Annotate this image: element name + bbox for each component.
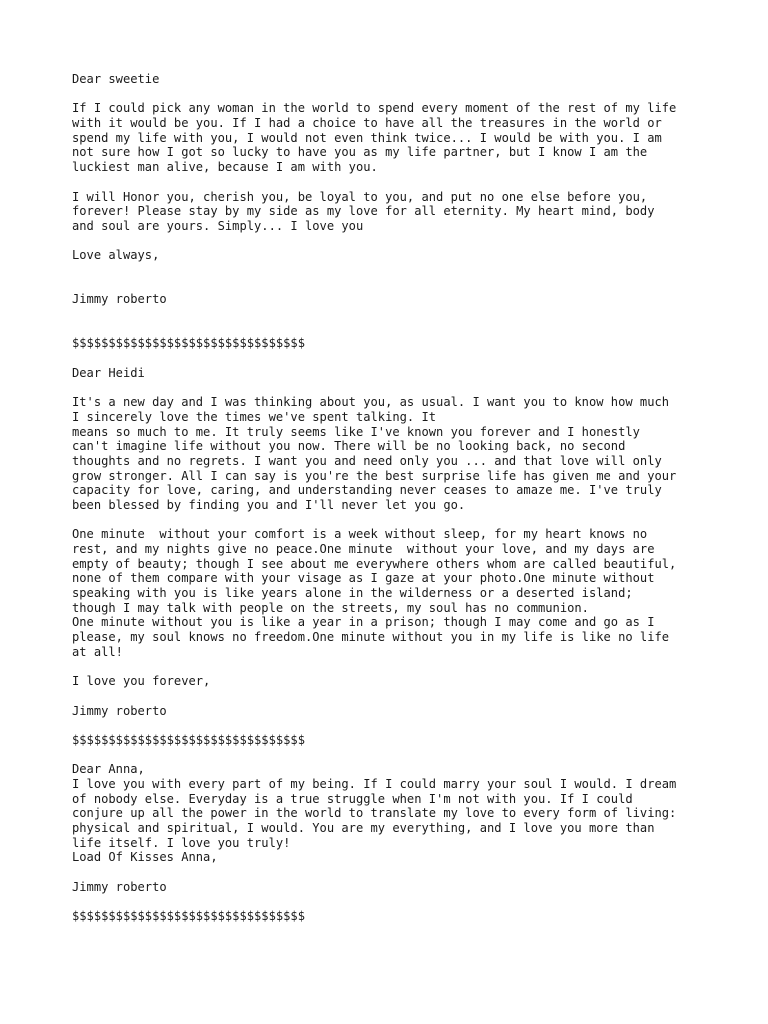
text-line: physical and spiritual, I would. You are my everything, and I love you more than [72, 821, 655, 836]
text-line: at all! [72, 644, 123, 659]
text-line [72, 351, 712, 366]
text-line: spend my life with you, I would not even think twice... I would be with you. I am [72, 130, 662, 145]
text-line: I love you with every part of my being. If I could marry your soul I would. I dream [72, 777, 677, 791]
text-line: means so much to me. It truly seems like I've known you forever and I honestly [72, 424, 640, 439]
text-line: Dear sweetie [72, 72, 160, 86]
text-line: Dear Heidi [72, 365, 145, 380]
text-line: rest, and my nights give no peace.One minute without your love, and my days are [72, 542, 655, 556]
text-line: not sure how I got so lucky to have you as my life partner, but I know I am the [72, 145, 648, 160]
text-line: none of them compare with your visage as I gaze at your photo.One minute without [72, 571, 655, 586]
text-line [72, 322, 712, 337]
text-line: Jimmy roberto [72, 292, 167, 307]
text-line: luckiest man alive, because I am with you. [72, 160, 378, 175]
text-line [72, 307, 712, 322]
text-line: and soul are yours. Simply... I love you [72, 218, 364, 233]
text-line: Jimmy roberto [72, 703, 167, 718]
text-line: can't imagine life without you now. There will be no looking back, no second [72, 439, 626, 454]
text-line: $$$$$$$$$$$$$$$$$$$$$$$$$$$$$$$$ [72, 909, 305, 924]
text-line: I will Honor you, cherish you, be loyal to you, and put no one else before you, [72, 189, 648, 204]
text-line: Dear Anna, [72, 762, 145, 777]
text-line: One minute without you is like a year in a prison; though I may come and go as I [72, 615, 655, 630]
text-line: been blessed by finding you and I'll never let you go. [72, 497, 466, 512]
text-line: One minute without your comfort is a week without sleep, for my heart knows no [72, 527, 648, 542]
text-line: $$$$$$$$$$$$$$$$$$$$$$$$$$$$$$$$ [72, 336, 305, 351]
text-line [72, 234, 712, 249]
text-line [72, 263, 712, 278]
text-line: speaking with you is like years alone in the wilderness or a deserted island; [72, 586, 633, 601]
text-line [72, 718, 712, 733]
text-line [72, 660, 712, 675]
text-line [72, 175, 712, 190]
text-line [72, 87, 712, 102]
text-line: $$$$$$$$$$$$$$$$$$$$$$$$$$$$$$$$ [72, 732, 305, 747]
text-line [72, 895, 712, 910]
text-line [72, 380, 712, 395]
text-line: please, my soul knows no freedom.One minute without you in my life is like no life [72, 630, 670, 645]
text-line: grow stronger. All I can say is you're the best surprise life has given me and your [72, 468, 677, 483]
text-line [72, 689, 712, 704]
text-line: I sincerely love the times we've spent talking. It [72, 409, 437, 424]
text-line [72, 865, 712, 880]
text-line [72, 278, 712, 293]
text-line: of nobody else. Everyday is a true struggle when I'm not with you. If I could [72, 791, 633, 806]
text-line: Jimmy roberto [72, 879, 167, 894]
text-line: thoughts and no regrets. I want you and need only you ... and that love will only [72, 453, 662, 468]
text-line: forever! Please stay by my side as my love for all eternity. My heart mind, body [72, 204, 655, 219]
text-line [72, 748, 712, 763]
text-line: capacity for love, caring, and understanding never ceases to amaze me. I've truly [72, 483, 662, 498]
text-line: If I could pick any woman in the world to spend every moment of the rest of my life [72, 101, 677, 116]
text-line: though I may talk with people on the streets, my soul has no communion. [72, 600, 589, 615]
text-line: I love you forever, [72, 674, 211, 689]
document-body [72, 72, 712, 924]
text-line: Load Of Kisses Anna, [72, 850, 218, 865]
text-line: It's a new day and I was thinking about you, as usual. I want you to know how much [72, 395, 670, 410]
text-line: conjure up all the power in the world to translate my love to every form of living: [72, 806, 677, 821]
text-line [72, 513, 712, 528]
text-line: Love always, [72, 248, 160, 263]
text-line: with it would be you. If I had a choice to have all the treasures in the world or [72, 116, 662, 131]
text-line: empty of beauty; though I see about me everywhere others whom are called beautiful, [72, 556, 677, 571]
text-line: life itself. I love you truly! [72, 835, 291, 850]
